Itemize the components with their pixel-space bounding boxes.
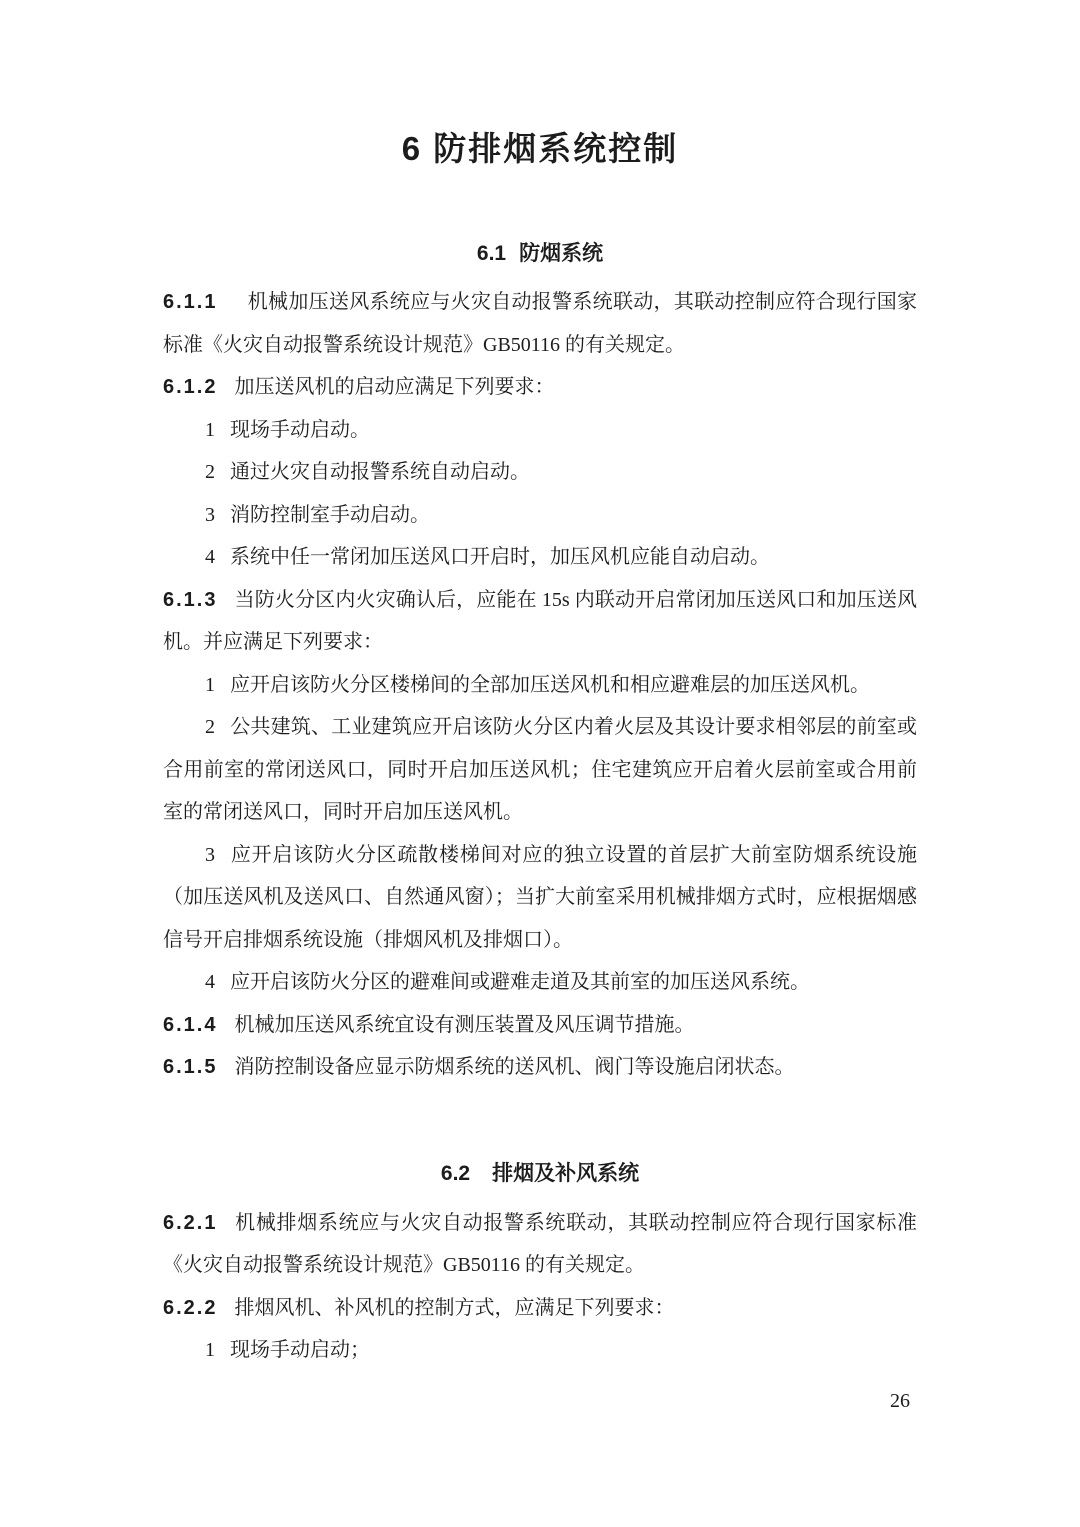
section-number: 6.2	[440, 1161, 471, 1185]
list-item	[163, 409, 917, 452]
clause-text: 排烟风机、补风机的控制方式，应满足下列要求：	[234, 1296, 675, 1319]
chapter-title: 6 防排烟系统控制	[401, 130, 679, 167]
item-text: 应开启该防火分区楼梯间的全部加压送风机和相应避难层的加压送风机。	[230, 673, 870, 696]
item-text: 应开启该防火分区的避难间或避难走道及其前室的加压送风系统。	[230, 971, 810, 993]
clause-6-2-2	[163, 1287, 917, 1330]
page-content	[163, 0, 917, 1372]
clause-6-1-3	[163, 579, 917, 664]
clause-text: 机械加压送风系统宜设有测压装置及风压调节措施。	[234, 1013, 695, 1036]
section-name: 排烟及补风系统	[492, 1161, 640, 1185]
item-text: 公共建筑、工业建筑应开启该防火分区内着火层及其设计要求相邻层的前室或合用前室的常闭送风口，同时开启加压送风机；住宅建筑应开启着火层前室或合用前室的常闭送风口，同时开启加压送风机。	[163, 716, 917, 823]
item-text: 通过火灾自动报警系统自动启动。	[230, 461, 530, 483]
item-text: 现场手动启动。	[230, 418, 370, 441]
item-number: 3	[205, 503, 215, 526]
item-number: 1	[205, 418, 215, 441]
list-item	[163, 834, 917, 962]
item-text: 消防控制室手动启动。	[230, 503, 430, 526]
clause-text: 当防火分区内火灾确认后，应能在 15s 内联动开启常闭加压送风口和加压送风机。并应满足下列要求：	[163, 588, 917, 653]
list-item	[163, 961, 917, 1004]
item-number: 4	[205, 971, 215, 993]
item-number: 3	[205, 843, 215, 866]
item-number: 2	[205, 461, 215, 483]
section-heading-6-1	[163, 239, 917, 269]
clause-6-1-4	[163, 1004, 917, 1047]
item-text: 应开启该防火分区疏散楼梯间对应的独立设置的首层扩大前室防烟系统设施（加压送风机及送风口、自然通风窗）；当扩大前室采用机械排烟方式时，应根据烟感信号开启排烟系统设施（排烟风机及排烟口）。	[163, 843, 917, 951]
clause-text: 消防控制设备应显示防烟系统的送风机、阀门等设施启闭状态。	[234, 1056, 795, 1078]
clause-6-2-1	[163, 1202, 917, 1287]
clause-label: 6.1.4	[163, 1013, 218, 1036]
clause-6-1-2	[163, 366, 917, 409]
item-number: 4	[205, 546, 215, 568]
clause-text: 机械排烟系统应与火灾自动报警系统联动，其联动控制应符合现行国家标准《火灾自动报警系统设计规范》GB50116 的有关规定。	[163, 1211, 917, 1276]
item-text: 系统中任一常闭加压送风口开启时，加压风机应能自动启动。	[230, 546, 770, 568]
item-number: 2	[205, 716, 215, 738]
clause-6-1-1	[163, 281, 917, 366]
section-heading-6-2	[163, 1159, 917, 1189]
clause-label: 6.2.2	[163, 1296, 218, 1319]
clause-label: 6.1.5	[163, 1056, 218, 1078]
clause-label: 6.1.3	[163, 588, 218, 611]
item-number: 1	[205, 1339, 215, 1361]
list-item	[163, 451, 917, 494]
clause-label: 6.1.1	[163, 291, 218, 313]
section-name: 防烟系统	[519, 242, 604, 265]
clause-text: 机械加压送风系统应与火灾自动报警系统联动，其联动控制应符合现行国家标准《火灾自动报警系统设计规范》GB50116 的有关规定。	[163, 291, 917, 356]
clause-label: 6.1.2	[163, 376, 218, 398]
list-item	[163, 1329, 917, 1372]
page-number: 26	[890, 1390, 910, 1412]
list-item	[163, 536, 917, 579]
clause-text: 加压送风机的启动应满足下列要求：	[234, 376, 555, 398]
list-item	[163, 706, 917, 834]
list-item	[163, 494, 917, 537]
list-item	[163, 664, 917, 707]
item-text: 现场手动启动；	[230, 1339, 370, 1361]
clause-label: 6.2.1	[163, 1211, 218, 1234]
item-number: 1	[205, 673, 215, 696]
section-number: 6.1	[476, 242, 507, 265]
clause-6-1-5	[163, 1046, 917, 1089]
